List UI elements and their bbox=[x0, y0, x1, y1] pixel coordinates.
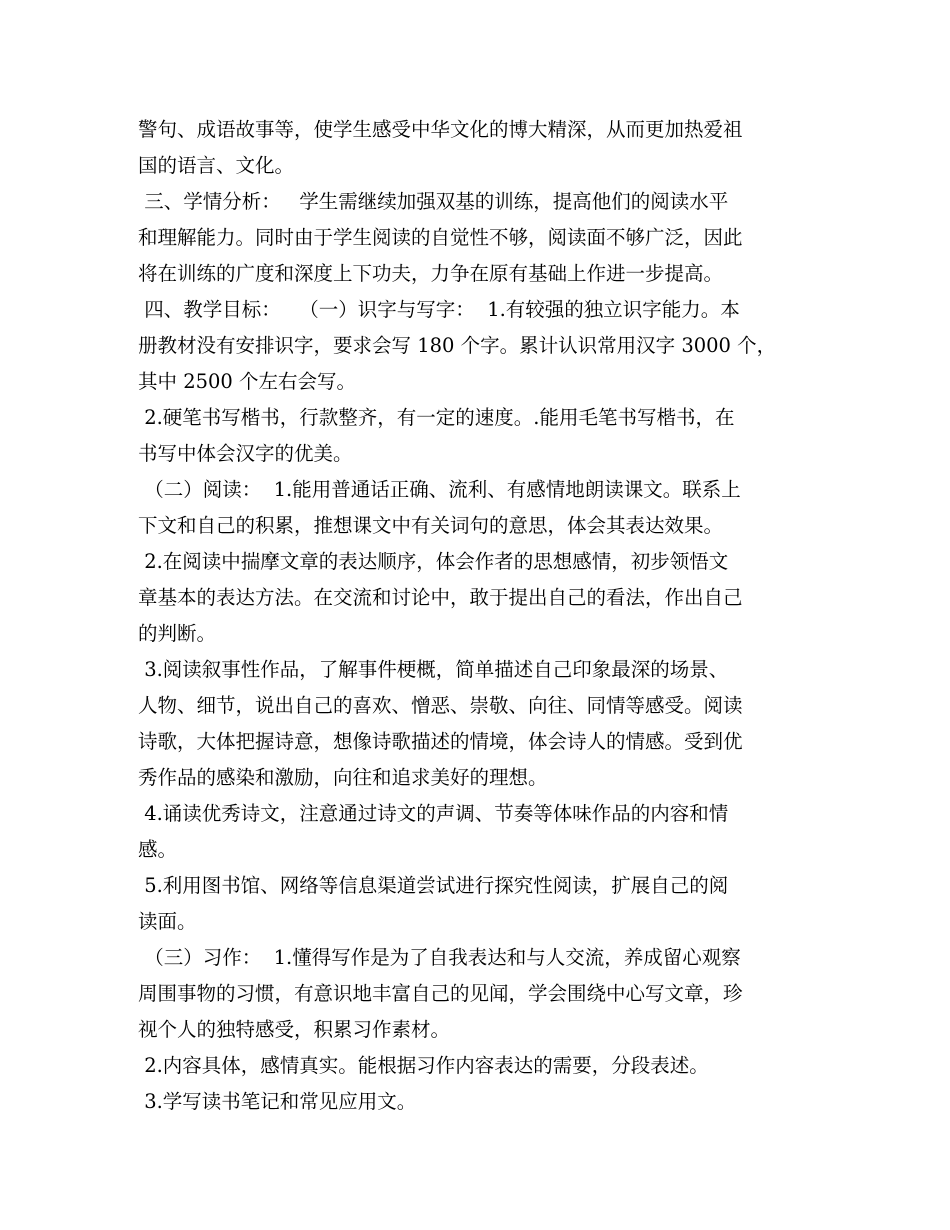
text-line: 三、学情分析： 学生需继续加强双基的训练，提高他们的阅读水平 bbox=[138, 190, 729, 213]
text-line: 下文和自己的积累，推想课文中有关词句的意思，体会其表达效果。 bbox=[138, 514, 724, 537]
text-line: 视个人的独特感受，积累习作素材。 bbox=[138, 1018, 451, 1041]
text-line: 4.诵读优秀诗文，注意通过诗文的声调、节奏等体味作品的内容和情 bbox=[138, 802, 729, 825]
text-line: 册教材没有安排识字，要求会写 180 个字。累计认识常用汉字 3000 个， bbox=[138, 334, 777, 357]
text-line: 将在训练的广度和深度上下功夫，力争在原有基础上作进一步提高。 bbox=[138, 262, 724, 285]
text-line: 的判断。 bbox=[138, 622, 217, 645]
text-line: 读面。 bbox=[138, 910, 197, 933]
text-line: 2.硬笔书写楷书，行款整齐，有一定的速度。.能用毛笔书写楷书，在 bbox=[138, 406, 735, 429]
text-line: 书写中体会汉字的优美。 bbox=[138, 442, 353, 465]
text-line: 人物、细节，说出自己的喜欢、憎恶、崇敬、向往、同情等感受。阅读 bbox=[138, 694, 743, 717]
text-line: 5.利用图书馆、网络等信息渠道尝试进行探究性阅读，扩展自己的阅 bbox=[138, 874, 729, 897]
text-line: 诗歌，大体把握诗意，想像诗歌描述的情境，体会诗人的情感。受到优 bbox=[138, 730, 743, 753]
text-line: 其中 2500 个左右会写。 bbox=[138, 370, 357, 393]
text-line: 和理解能力。同时由于学生阅读的自觉性不够，阅读面不够广泛，因此 bbox=[138, 226, 743, 249]
text-line: 3.阅读叙事性作品，了解事件梗概，简单描述自己印象最深的场景、 bbox=[138, 658, 729, 681]
text-line: 周围事物的习惯，有意识地丰富自己的见闻，学会围绕中心写文章，珍 bbox=[138, 982, 743, 1005]
text-line: （二）阅读： 1.能用普通话正确、流利、有感情地朗读课文。联系上 bbox=[138, 478, 741, 501]
text-line: 四、教学目标： （一）识字与写字： 1.有较强的独立识字能力。本 bbox=[138, 298, 740, 321]
text-line: 秀作品的感染和激励，向往和追求美好的理想。 bbox=[138, 766, 548, 789]
text-line: 2.在阅读中揣摩文章的表达顺序，体会作者的思想感情，初步领悟文 bbox=[138, 550, 729, 573]
text-line: （三）习作： 1.懂得写作是为了自我表达和与人交流，养成留心观察 bbox=[138, 946, 741, 969]
text-line: 警句、成语故事等，使学生感受中华文化的博大精深，从而更加热爱祖 bbox=[138, 118, 743, 141]
text-line: 章基本的表达方法。在交流和讨论中，敢于提出自己的看法，作出自己 bbox=[138, 586, 743, 609]
text-line: 3.学写读书笔记和常见应用文。 bbox=[138, 1090, 417, 1113]
text-line: 国的语言、文化。 bbox=[138, 154, 295, 177]
text-line: 2.内容具体，感情真实。能根据习作内容表达的需要，分段表述。 bbox=[138, 1054, 709, 1077]
text-line: 感。 bbox=[138, 838, 178, 861]
